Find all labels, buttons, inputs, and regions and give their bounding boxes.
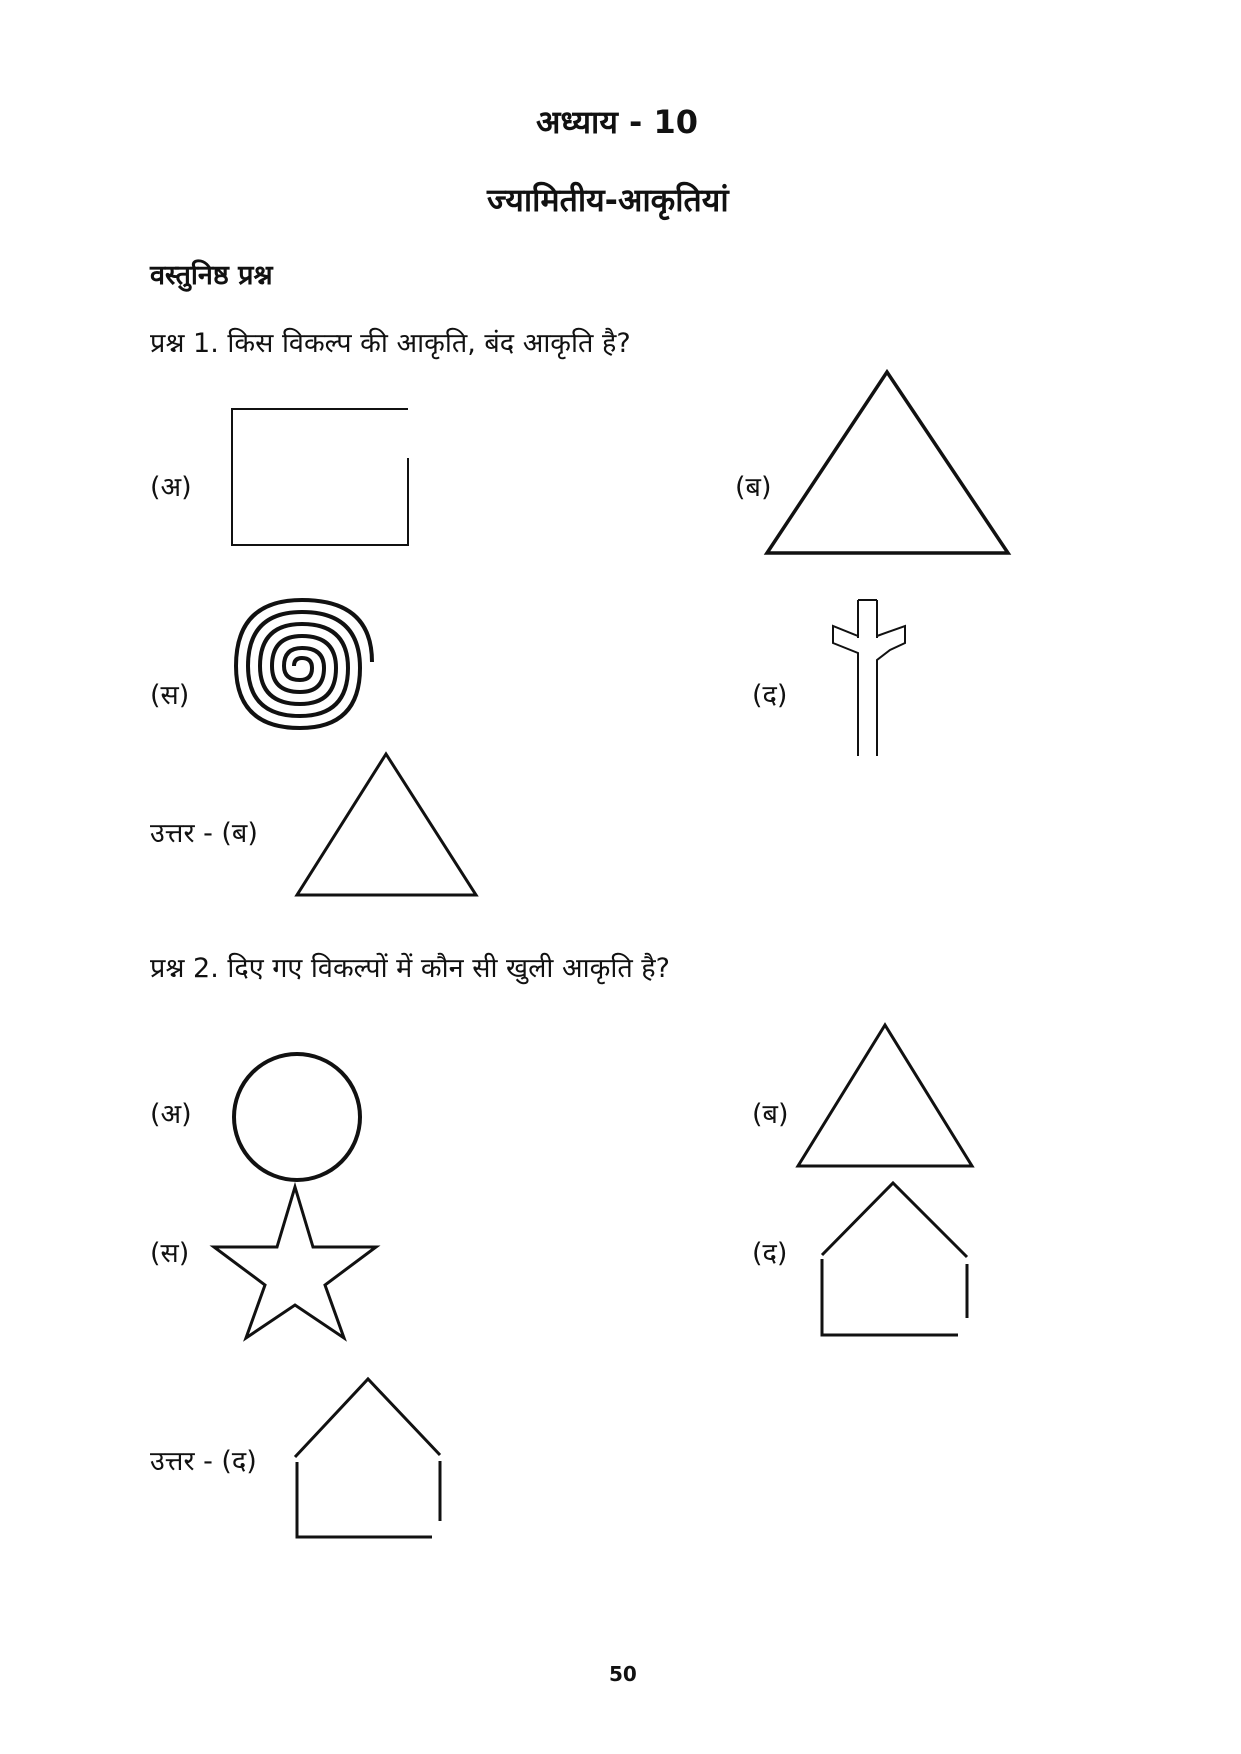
q1-option-b-label: (ब) — [735, 472, 772, 503]
answer-open-house-icon — [292, 1375, 447, 1540]
q2-answer: उत्तर - (द) — [150, 1446, 257, 1477]
chapter-heading: अध्याय - 10 — [536, 103, 698, 141]
question-1-text: प्रश्न 1. किस विकल्प की आकृति, बंद आकृति है? — [150, 328, 631, 359]
circle-icon — [230, 1050, 364, 1184]
star-icon — [210, 1185, 380, 1340]
q1-option-d-label: (द) — [752, 680, 788, 711]
open-house-icon — [820, 1180, 975, 1340]
triangle-icon — [765, 370, 1010, 555]
page-number: 50 — [609, 1662, 637, 1686]
q1-option-a-label: (अ) — [150, 472, 192, 503]
chapter-title: ज्यामितीय-आकृतियां — [487, 181, 729, 219]
spiral-icon — [228, 600, 398, 760]
question-2-text: प्रश्न 2. दिए गए विकल्पों में कौन सी खुली आकृति है? — [150, 953, 670, 984]
triangle-icon — [795, 1023, 975, 1168]
q1-option-c-label: (स) — [150, 680, 190, 711]
q2-option-c-label: (स) — [150, 1238, 190, 1269]
open-square-icon — [230, 400, 410, 550]
q1-answer: उत्तर - (ब) — [150, 818, 258, 849]
q2-option-a-label: (अ) — [150, 1099, 192, 1130]
q2-option-d-label: (द) — [752, 1238, 788, 1269]
tree-outline-icon — [825, 598, 910, 758]
section-title: वस्तुनिष्ठ प्रश्न — [150, 260, 273, 291]
q2-option-b-label: (ब) — [752, 1099, 789, 1130]
answer-triangle-icon — [294, 752, 479, 897]
